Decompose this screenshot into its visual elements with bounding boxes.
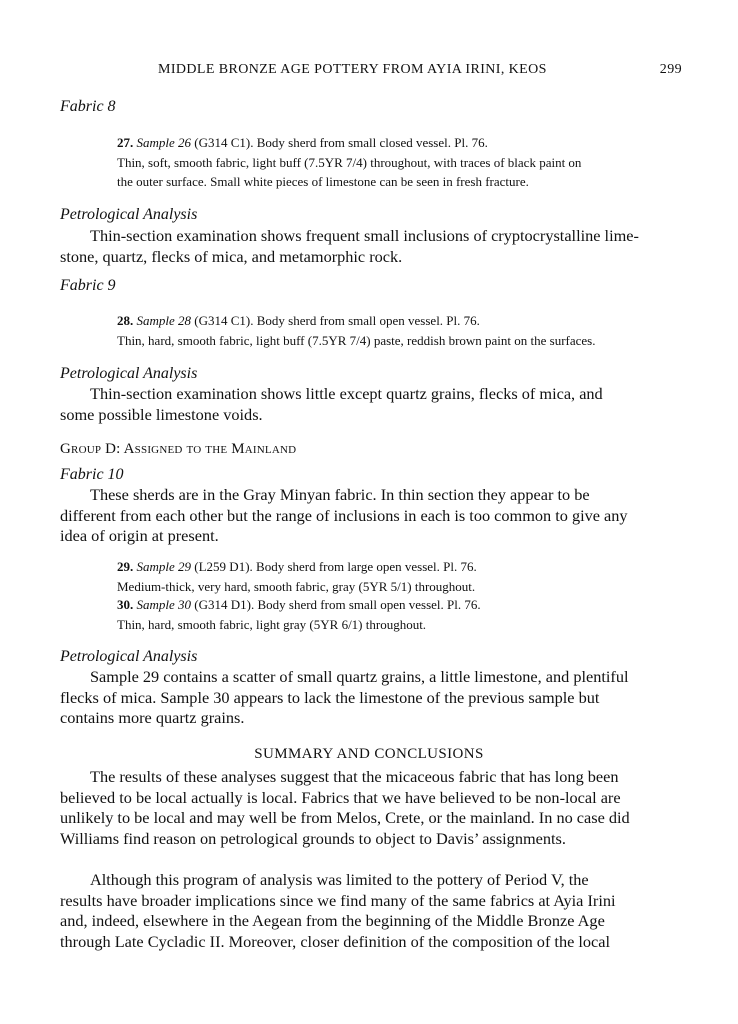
entry-line-3: the outer surface. Small white pieces of limestone can be seen in fresh fracture.	[117, 174, 529, 189]
petrological-paragraph-10	[60, 667, 682, 729]
petrological-heading-10: Petrological Analysis	[60, 648, 198, 665]
catalogue-entry-29	[117, 557, 683, 596]
catalogue-entry-30	[117, 595, 683, 634]
summary-paragraph-1	[60, 767, 682, 849]
entry-line-1: (G314 C1). Body sherd from small closed vessel. Pl. 76.	[191, 135, 488, 150]
paragraph-line: The results of these analyses suggest that the micaceous fabric that has long been	[90, 767, 619, 786]
paragraph-line: Thin-section examination shows little except quartz grains, flecks of mica, and	[90, 384, 603, 403]
running-title: MIDDLE BRONZE AGE POTTERY FROM AYIA IRINI, KEOS	[158, 62, 547, 77]
paragraph-line: Williams find reason on petrological grounds to object to Davis’ assignments.	[60, 828, 566, 848]
group-d-heading: Group D: Assigned to the Mainland	[60, 441, 297, 457]
sample-label: Sample 28	[136, 313, 192, 328]
entry-number: 29.	[117, 559, 134, 574]
summary-heading: SUMMARY AND CONCLUSIONS	[254, 746, 484, 762]
entry-line-1: (L259 D1). Body sherd from large open vessel. Pl. 76.	[191, 559, 477, 574]
catalogue-entry-28	[117, 311, 683, 350]
paragraph-line: some possible limestone voids.	[60, 404, 263, 424]
catalogue-entry-27	[117, 133, 683, 192]
fabric-10-intro	[60, 485, 682, 547]
entry-line-2: Thin, soft, smooth fabric, light buff (7.5YR 7/4) throughout, with traces of black paint on	[117, 154, 582, 170]
petrological-paragraph-8	[60, 226, 682, 267]
paragraph-line: Thin-section examination shows frequent small inclusions of cryptocrystalline lime-	[90, 226, 639, 245]
page-number: 299	[659, 62, 682, 77]
sample-label: Sample 30	[136, 597, 192, 612]
fabric-8-heading: Fabric 8	[60, 98, 116, 115]
paragraph-line: through Late Cycladic II. Moreover, closer definition of the composition of the local	[60, 931, 611, 951]
petrological-paragraph-9	[60, 384, 682, 425]
fabric-10-heading: Fabric 10	[60, 466, 124, 483]
paragraph-line: contains more quartz grains.	[60, 708, 245, 727]
paragraph-line: different from each other but the range of inclusions in each is too common to give any	[60, 505, 628, 525]
entry-number: 28.	[117, 313, 134, 328]
paragraph-line: believed to be local actually is local. Fabrics that we have believed to be non-local are	[60, 787, 621, 807]
paragraph-line: and, indeed, elsewhere in the Aegean from the beginning of the Middle Bronze Age	[60, 911, 605, 930]
entry-line-2: Medium-thick, very hard, smooth fabric, gray (5YR 5/1) throughout.	[117, 578, 476, 594]
sample-label: Sample 29	[136, 559, 192, 574]
entry-line-1: (G314 D1). Body sherd from small open vessel. Pl. 76.	[191, 597, 481, 612]
paragraph-line: idea of origin at present.	[60, 526, 219, 545]
paragraph-line: flecks of mica. Sample 30 appears to lack the limestone of the previous sample but	[60, 687, 600, 707]
fabric-9-heading: Fabric 9	[60, 277, 116, 294]
petrological-heading-8: Petrological Analysis	[60, 206, 198, 223]
entry-number: 27.	[117, 135, 134, 150]
paragraph-line: results have broader implications since we find many of the same fabrics at Ayia Irini	[60, 890, 616, 910]
sample-label: Sample 26	[136, 135, 192, 150]
entry-line-1: (G314 C1). Body sherd from small open vessel. Pl. 76.	[191, 313, 480, 328]
entry-line-2: Thin, hard, smooth fabric, light gray (5YR 6/1) throughout.	[117, 616, 427, 632]
petrological-heading-9: Petrological Analysis	[60, 365, 198, 382]
paragraph-line: Although this program of analysis was limited to the pottery of Period V, the	[90, 870, 589, 889]
summary-paragraph-2	[60, 870, 682, 952]
paragraph-line: Sample 29 contains a scatter of small quartz grains, a little limestone, and plentiful	[90, 667, 629, 686]
entry-line-2: Thin, hard, smooth fabric, light buff (7.5YR 7/4) paste, reddish brown paint on the surfaces.	[117, 332, 596, 348]
paragraph-line: stone, quartz, flecks of mica, and metamorphic rock.	[60, 246, 403, 266]
entry-number: 30.	[117, 597, 134, 612]
paragraph-line: unlikely to be local and may well be from Melos, Crete, or the mainland. In no case did	[60, 808, 630, 827]
paragraph-line: These sherds are in the Gray Minyan fabric. In thin section they appear to be	[90, 485, 590, 504]
